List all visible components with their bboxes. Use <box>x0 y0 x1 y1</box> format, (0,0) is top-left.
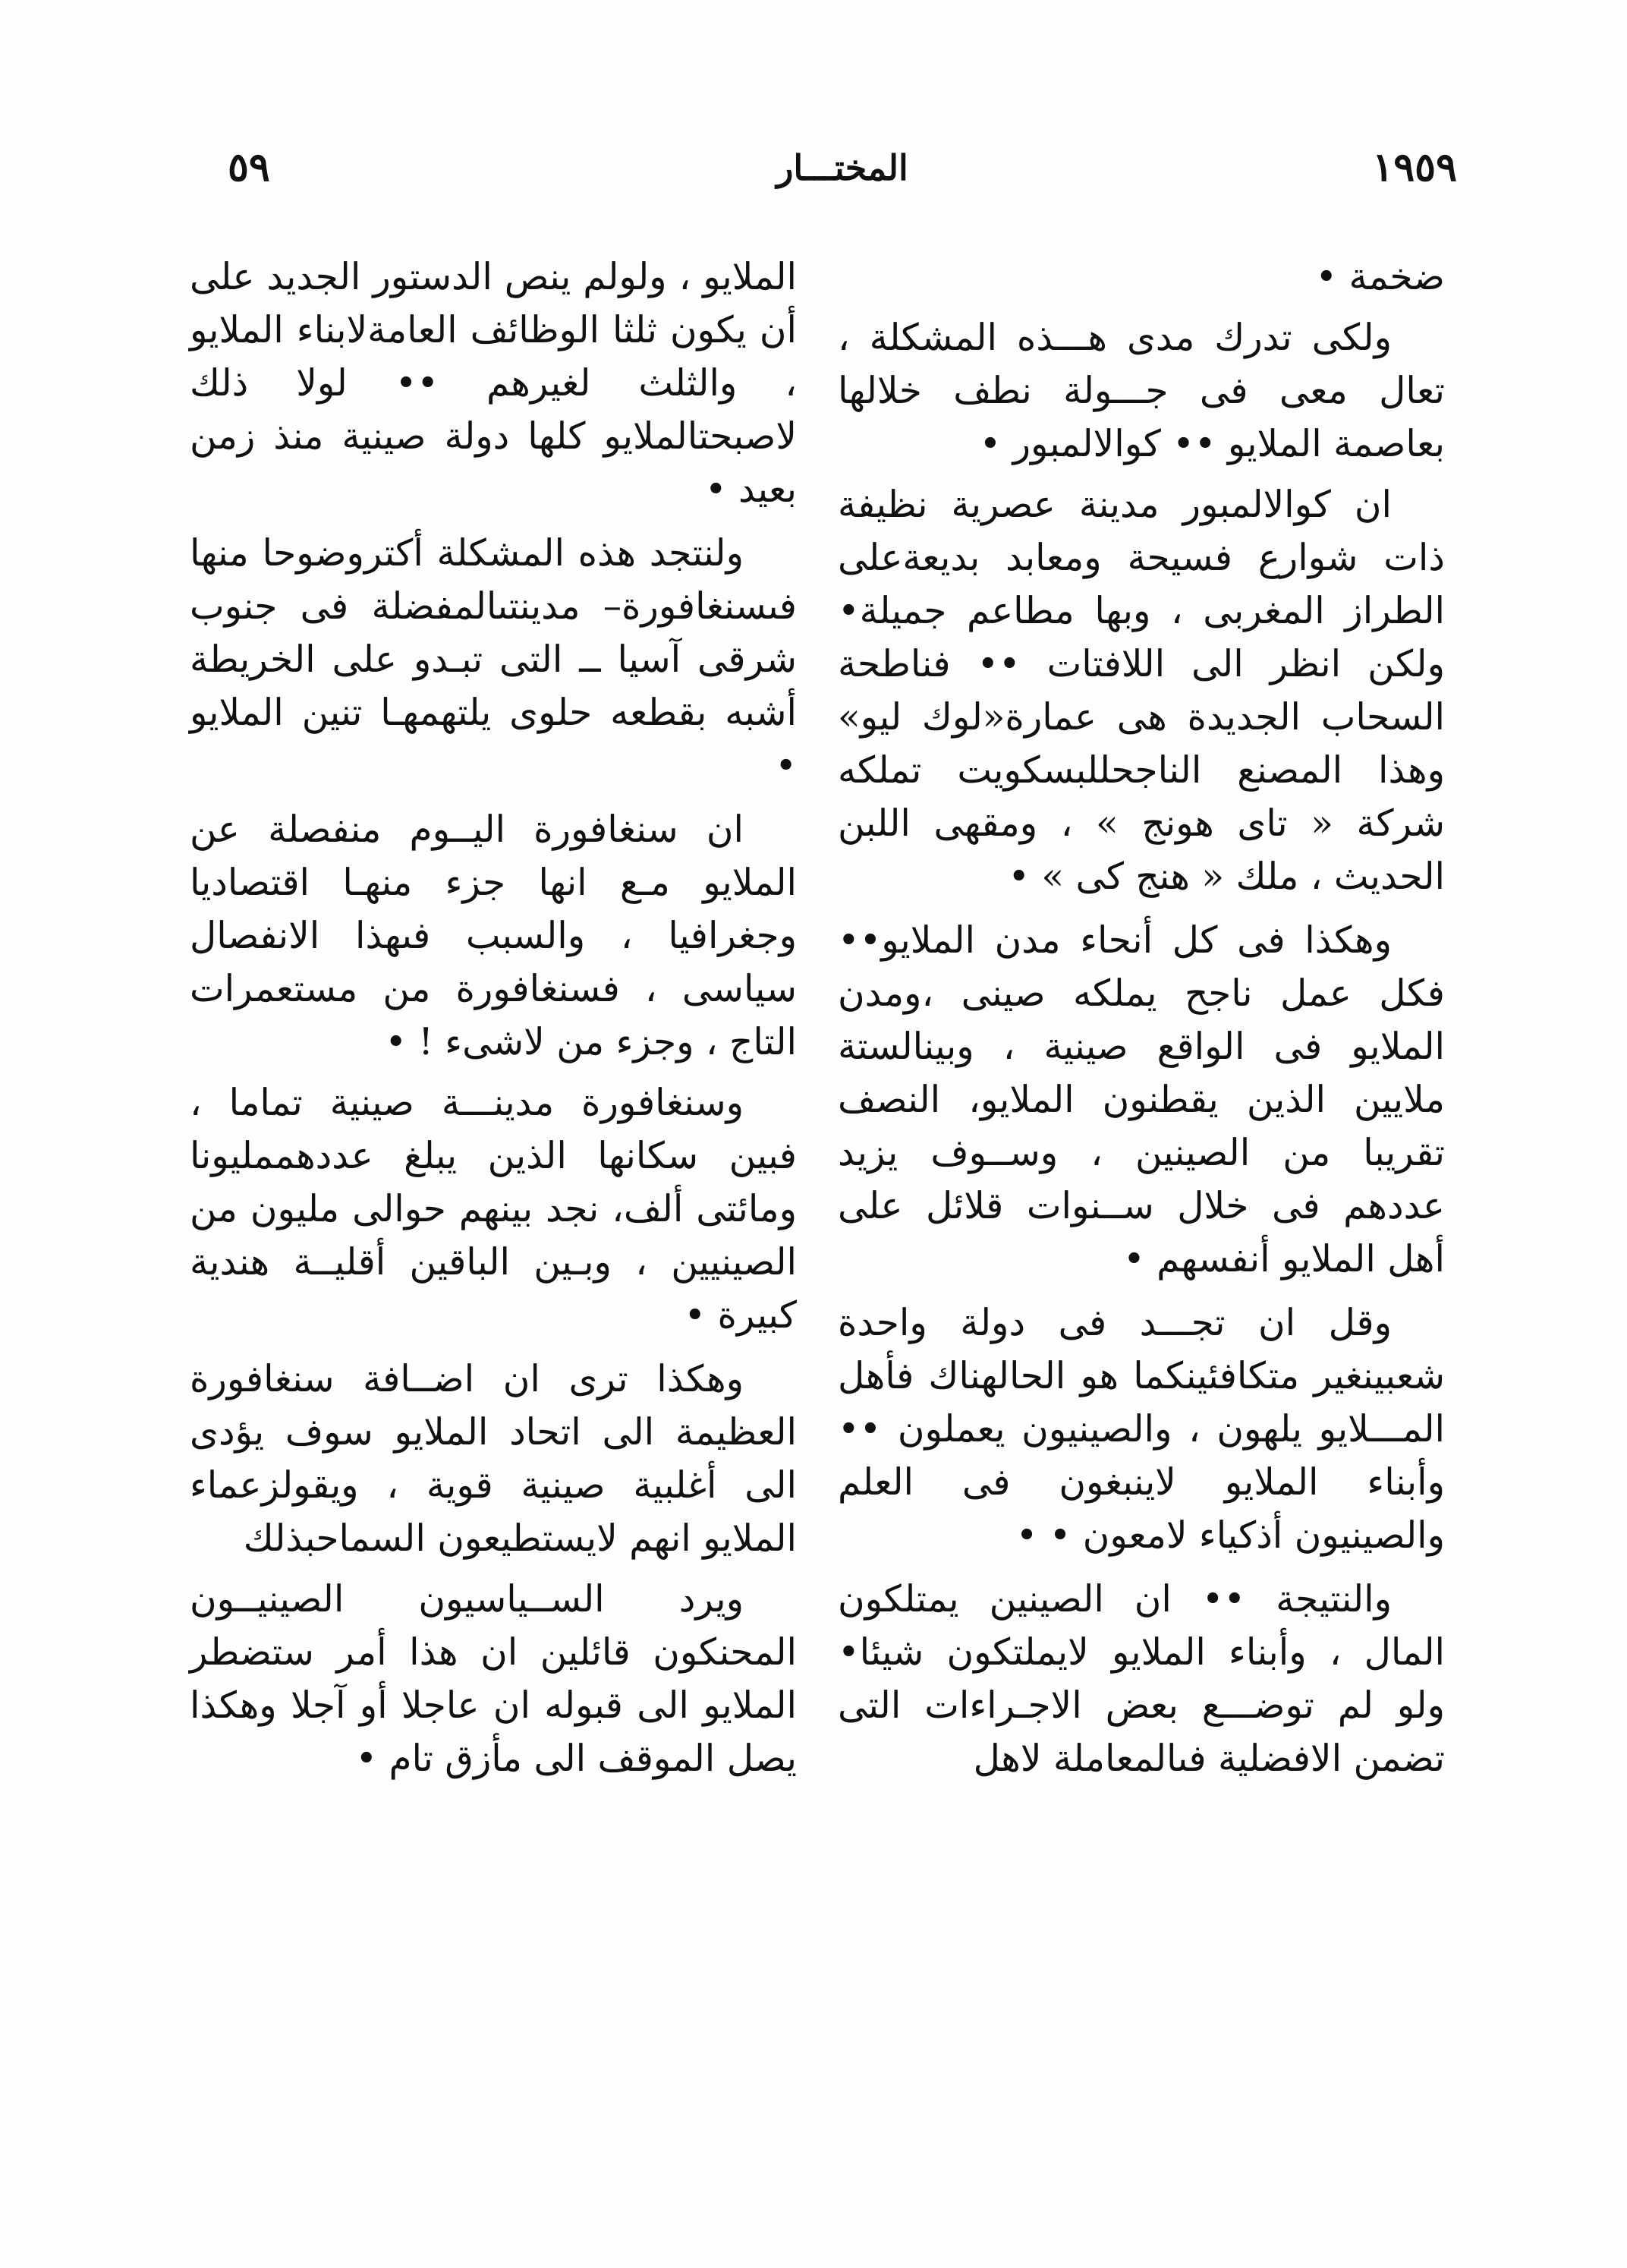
paragraph: وقل ان تجـــد فى دولة واحدة شعبينغير متكافئينكما هو الحالهناك فأهل المـــلايو يلهون ، والصينيون يعملون •• وأبناء الملايو لاينبغون فى العلم والصينيون أذكياء لامعون • • <box>838 1302 1445 1557</box>
paragraph: وهكذا ترى ان اضــافة سنغافورة العظيمة الى اتحاد الملايو سوف يؤدى الى أغلبية صينية قوية ، ويقولزعماء الملايو انهم لايستطيعون السماحبذلك <box>190 1358 797 1560</box>
page-header <box>228 144 1457 213</box>
magazine-title: المختـــار <box>776 147 908 188</box>
paragraph: ولكى تدرك مدى هـــذه المشكلة ، تعال معى فى جـــولة نطف خلالها بعاصمة الملايو •• كوالالمبور • <box>838 317 1445 465</box>
paragraph: ان كوالالمبور مدينة عصرية نظيفة ذات شوارع فسيحة ومعابد بديعةعلى الطراز المغربى ، وبها مطاعم جميلة• ولكن انظر الى اللافتات •• فناطحة السحاب الجديدة هى عمارة«لوك ليو» وهذا المصنع الناجحللبسكويت تملكه شركة « تاى هونج » ، ومقهى اللبن الحديث ، ملك « هنج كى » • <box>838 484 1445 898</box>
right-column <box>838 250 1445 1793</box>
paragraph: الملايو ، ولولم ينص الدستور الجديد على أن يكون ثلثا الوظائف العامةلابناء الملايو ، والثلث لغيرهم •• لولا ذلك لاصبحتالملايو كلها دولة صينية منذ زمن بعيد • <box>190 256 797 511</box>
paragraph: ضخمة • <box>1315 256 1445 298</box>
paragraph: ولنتجد هذه المشكلة أكتروضوحا منها فىسنغافورة– مدينتىالمفضلة فى جنوب شرقى آسيا ــ التى تبـدو على الخريطة أشبه بقطعه حلوى يلتهمهـا تنين الملايو • <box>190 532 797 787</box>
paragraph: ويرد الســياسيون الصينيــون المحنكون قائلين ان هذا أمر ستضطر الملايو الى قبوله ان عاجلا أو آجلا وهكذا يصل الموقف الى مأزق تام • <box>190 1578 797 1780</box>
page-number: ٥٩ <box>228 144 270 191</box>
paragraph: ان سنغافورة اليــوم منفصلة عن الملايو مـع انها جزء منهـا اقتصاديا وجغرافيا ، والسبب فىهذا الانفصال سياسى ، فسنغافورة من مستعمرات التاج ، وجزء من لاشىء ! • <box>190 808 797 1063</box>
left-column <box>190 250 797 1793</box>
paragraph: وهكذا فى كل أنحاء مدن الملايو•• فكل عمل ناجح يملكه صينى ،ومدن الملايو فى الواقع صينية ، وبينالستة ملايين الذين يقطنون الملايو، النصف تقريبا من الصينين ، وســوف يزيد عددهم فى خلال ســنوات قلائل على أهل الملايو أنفسهم • <box>838 919 1445 1280</box>
issue-year: ١٩٥٩ <box>1372 144 1457 191</box>
paragraph: وسنغافورة مدينـــة صينية تماما ، فبين سكانها الذين يبلغ عددهممليونا ومائتى ألف، نجد بينهم حوالى مليون من الصينيين ، وبـين الباقين أقليــة هندية كبيرة • <box>190 1082 797 1337</box>
paragraph: والنتيجة •• ان الصينين يمتلكون المال ، وأبناء الملايو لايملتكون شيئا• ولو لم توضـــع بعض الاجـراءات التى تضمن الافضلية فىالمعاملة لاهل <box>838 1578 1445 1780</box>
